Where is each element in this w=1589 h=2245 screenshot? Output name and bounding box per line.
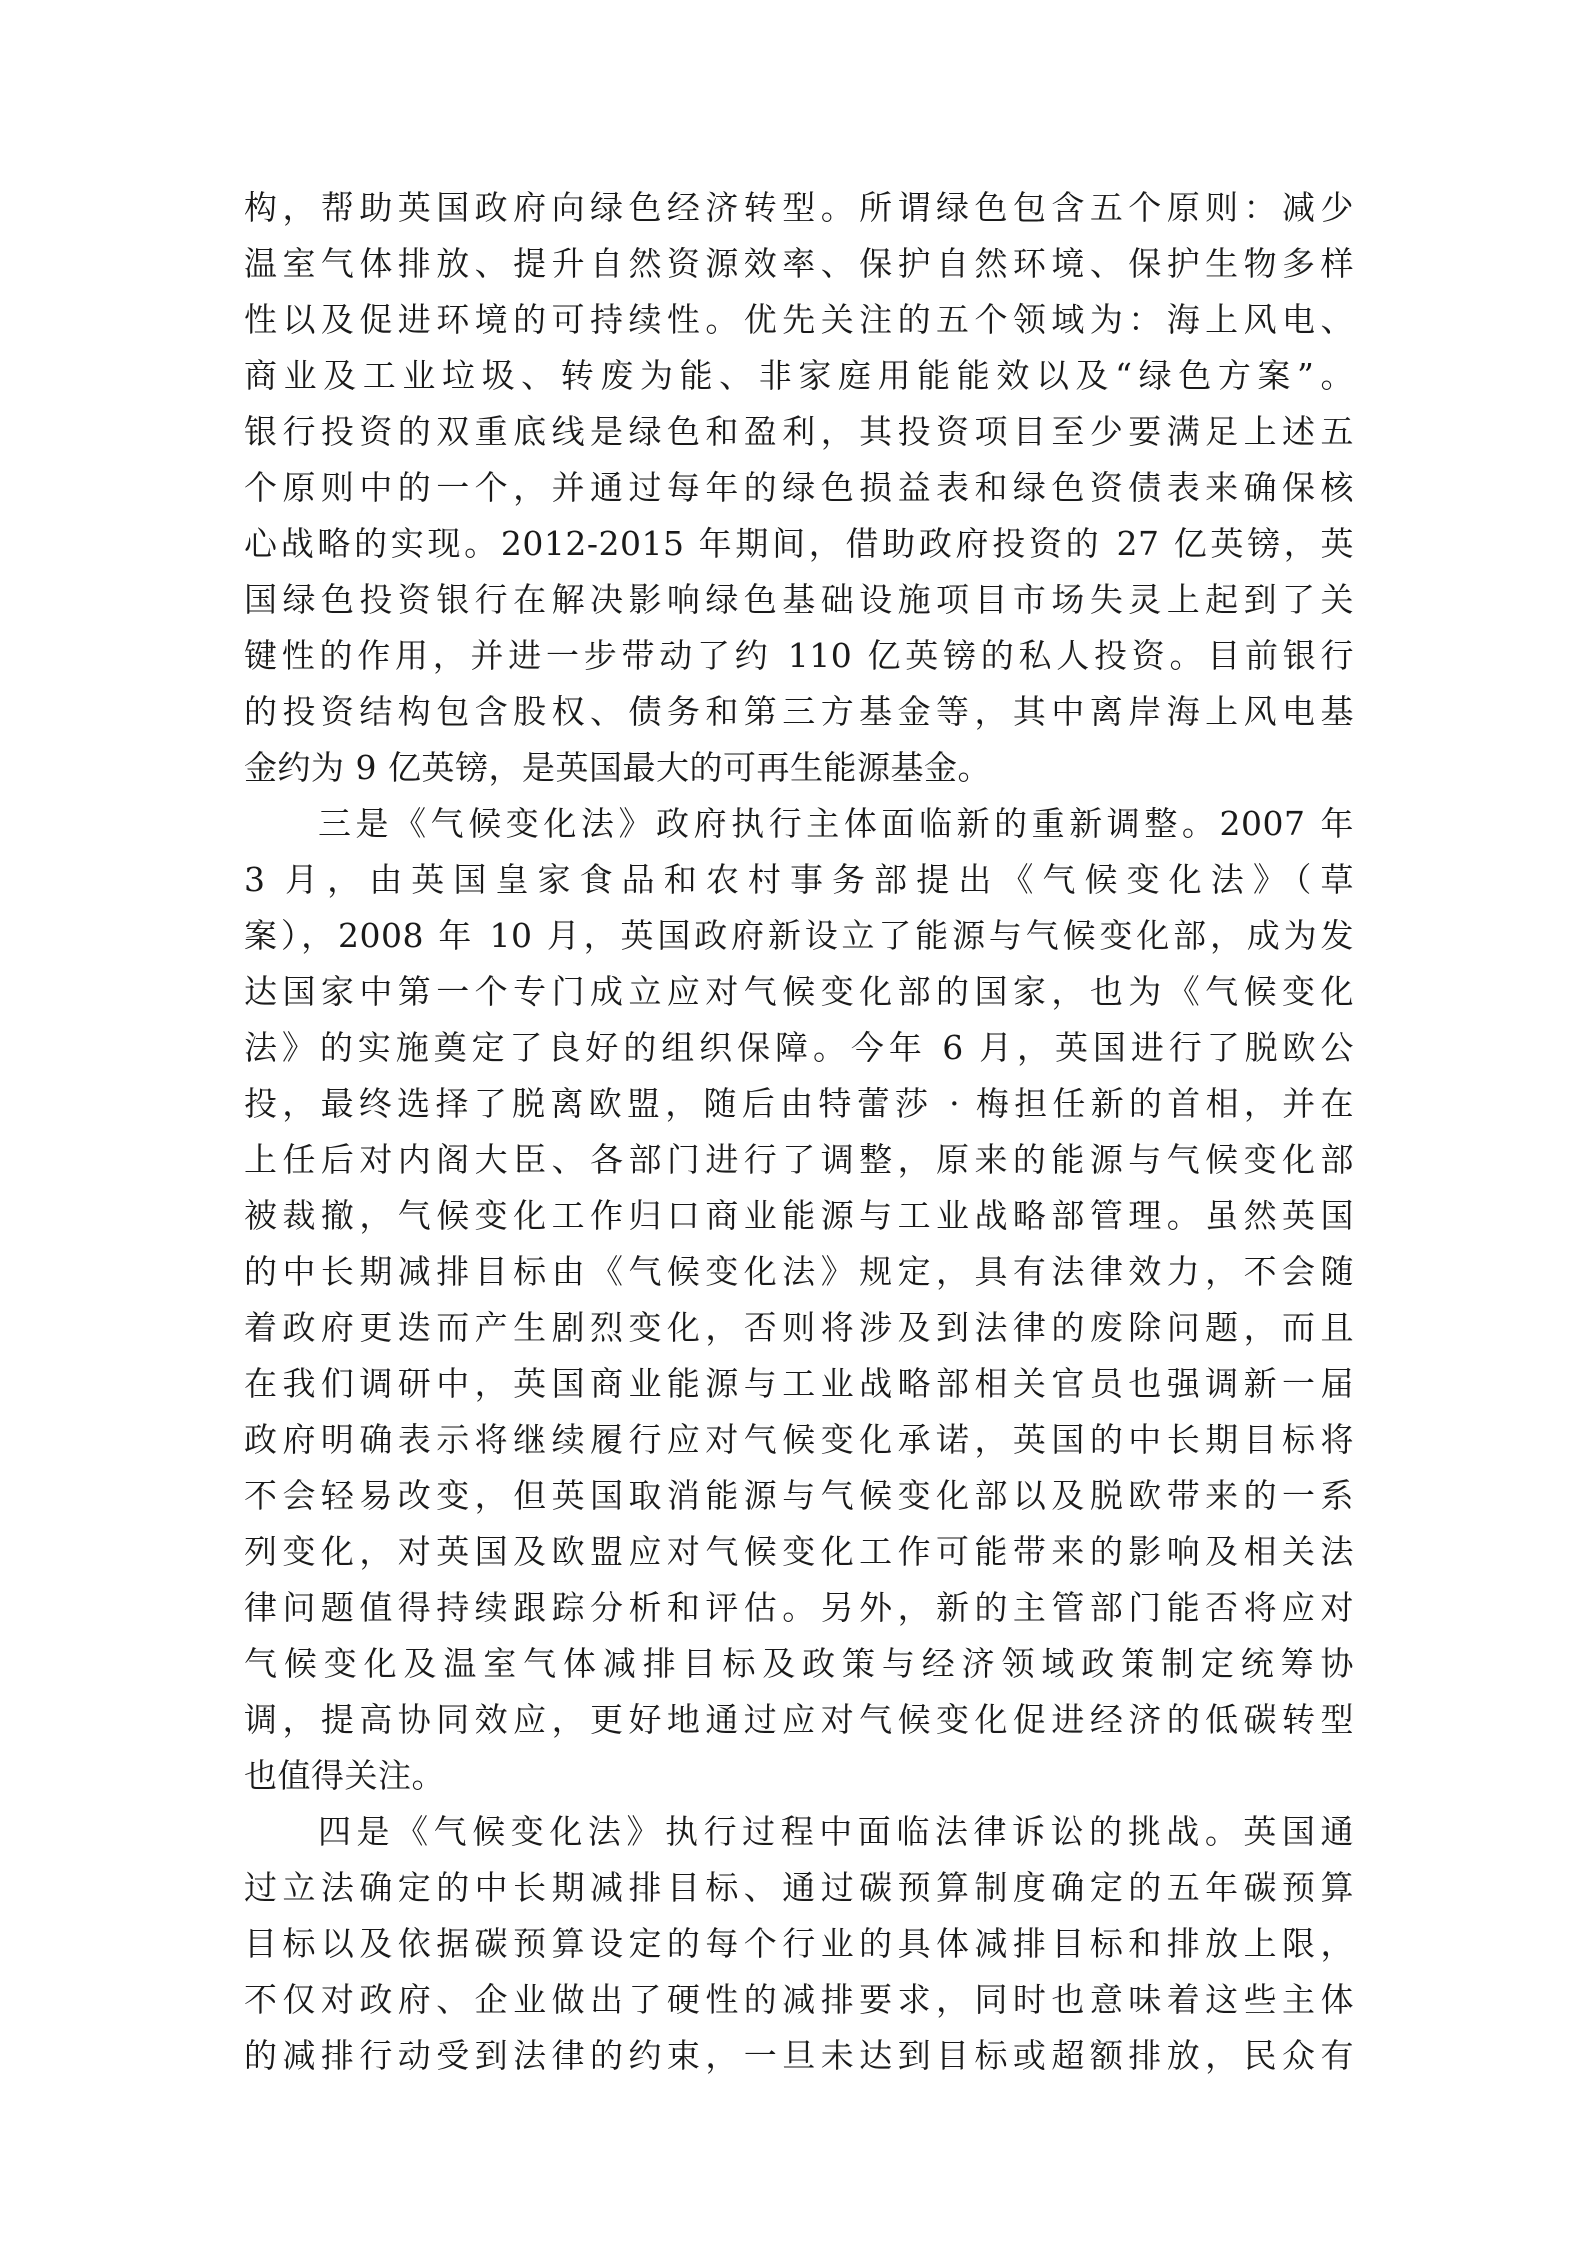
text-line: 构，帮助英国政府向绿色经济转型。所谓绿色包含五个原则：减少	[244, 188, 1354, 227]
text-line: 的中长期减排目标由《气候变化法》规定，具有法律效力，不会随	[244, 1252, 1354, 1291]
text-line: 金约为 9 亿英镑，是英国最大的可再生能源基金。	[244, 748, 991, 787]
text-line: 银行投资的双重底线是绿色和盈利，其投资项目至少要满足上述五	[244, 412, 1354, 451]
text-line: 被裁撤，气候变化工作归口商业能源与工业战略部管理。虽然英国	[244, 1196, 1354, 1235]
text-line: 性以及促进环境的可持续性。优先关注的五个领域为：海上风电、	[244, 300, 1354, 339]
text-line: 四是《气候变化法》执行过程中面临法律诉讼的挑战。英国通	[318, 1812, 1354, 1851]
text-line: 商业及工业垃圾、转废为能、非家庭用能能效以及“绿色方案”。	[244, 356, 1354, 395]
text-line: 列变化，对英国及欧盟应对气候变化工作可能带来的影响及相关法	[244, 1532, 1354, 1571]
text-line: 气候变化及温室气体减排目标及政策与经济领域政策制定统筹协	[244, 1644, 1354, 1683]
text-line: 不会轻易改变，但英国取消能源与气候变化部以及脱欧带来的一系	[244, 1476, 1354, 1515]
text-line: 的减排行动受到法律的约束，一旦未达到目标或超额排放，民众有	[244, 2036, 1354, 2075]
text-line: 三是《气候变化法》政府执行主体面临新的重新调整。2007 年	[318, 804, 1354, 843]
text-line: 目标以及依据碳预算设定的每个行业的具体减排目标和排放上限，	[244, 1924, 1354, 1963]
text-line: 国绿色投资银行在解决影响绿色基础设施项目市场失灵上起到了关	[244, 580, 1354, 619]
text-line: 达国家中第一个专门成立应对气候变化部的国家，也为《气候变化	[244, 972, 1354, 1011]
text-line: 键性的作用，并进一步带动了约 110 亿英镑的私人投资。目前银行	[244, 636, 1354, 675]
text-line: 的投资结构包含股权、债务和第三方基金等，其中离岸海上风电基	[244, 692, 1354, 731]
text-line: 投，最终选择了脱离欧盟，随后由特蕾莎 · 梅担任新的首相，并在	[244, 1084, 1354, 1123]
text-line: 个原则中的一个，并通过每年的绿色损益表和绿色资债表来确保核	[244, 468, 1354, 507]
body-text	[244, 180, 1354, 2084]
text-line: 法》的实施奠定了良好的组织保障。今年 6 月，英国进行了脱欧公	[244, 1028, 1354, 1067]
text-line: 律问题值得持续跟踪分析和评估。另外，新的主管部门能否将应对	[244, 1588, 1354, 1627]
text-line: 案），2008 年 10 月，英国政府新设立了能源与气候变化部，成为发	[244, 916, 1354, 955]
text-line: 温室气体排放、提升自然资源效率、保护自然环境、保护生物多样	[244, 244, 1354, 283]
text-line: 不仅对政府、企业做出了硬性的减排要求，同时也意味着这些主体	[244, 1980, 1354, 2019]
text-line: 过立法确定的中长期减排目标、通过碳预算制度确定的五年碳预算	[244, 1868, 1354, 1907]
text-line: 政府明确表示将继续履行应对气候变化承诺，英国的中长期目标将	[244, 1420, 1354, 1459]
text-line: 在我们调研中，英国商业能源与工业战略部相关官员也强调新一届	[244, 1364, 1354, 1403]
text-line: 上任后对内阁大臣、各部门进行了调整，原来的能源与气候变化部	[244, 1140, 1354, 1179]
text-line: 3 月，由英国皇家食品和农村事务部提出《气候变化法》（草	[244, 860, 1354, 899]
text-line: 心战略的实现。2012-2015 年期间，借助政府投资的 27 亿英镑，英	[244, 524, 1354, 563]
text-line: 也值得关注。	[244, 1756, 445, 1795]
text-line: 着政府更迭而产生剧烈变化，否则将涉及到法律的废除问题，而且	[244, 1308, 1354, 1347]
text-line: 调，提高协同效应，更好地通过应对气候变化促进经济的低碳转型	[244, 1700, 1354, 1739]
